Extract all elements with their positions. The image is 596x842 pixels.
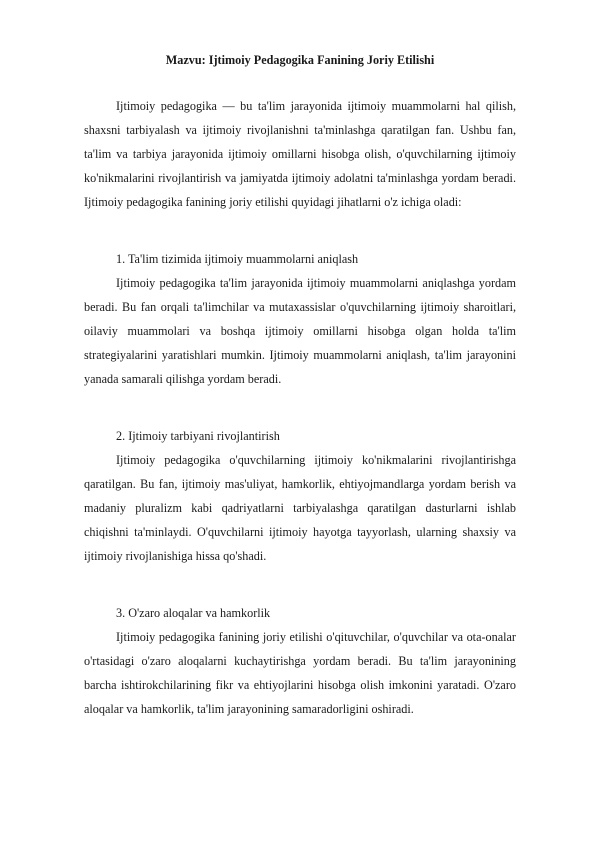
section-1-heading: 1. Ta'lim tizimida ijtimoiy muammolarni aniqlash — [116, 252, 359, 266]
spacer — [84, 214, 516, 247]
spacer — [84, 568, 516, 601]
spacer — [84, 391, 516, 424]
document-title: Mazvu: Ijtimoiy Pedagogika Fanining Joriy Etilishi — [165, 53, 435, 67]
section-1-paragraph: Ijtimoiy pedagogika ta'lim jarayonida ijtimoiy muammolarni aniqlashga yordam beradi. Bu fan orqali ta'limchilar va mutaxassislar o'quvchilarning ijtimoiy sharoitlari, oilaviy muammolari va boshqa ijtimoiy omillarni hisobga olgan holda ta'lim strategiyalarini yaratishlari mumkin. Ijtimoiy muammolarni aniqlash, ta'lim jarayonini yanada samarali qilishga yordam beradi. — [84, 276, 516, 386]
intro-paragraph: Ijtimoiy pedagogika — bu ta'lim jarayonida ijtimoiy muammolarni hal qilish, shaxsni tarbiyalash va ijtimoiy rivojlanishni ta'minlashga qaratilgan fan. Ushbu fan, ta'lim va tarbiya jarayonida ijtimoiy omillarni hisobga olish, o'quvchilarning ijtimoiy ko'nikmalarini rivojlantirish va jamiyatda ijtimoiy adolatni ta'minlashga yordam beradi. Ijtimoiy pedagogika fanining joriy etilishi quyidagi jihatlarni o'z ichiga oladi: — [84, 99, 516, 209]
document-page — [84, 52, 516, 721]
section-3-paragraph: Ijtimoiy pedagogika fanining joriy etilishi o'qituvchilar, o'quvchilar va ota-onalar o'rtasidagi o'zaro aloqalarni kuchaytirishga yordam beradi. Bu ta'lim jarayonining barcha ishtirokchilarining fikr va ehtiyojlarini hisobga olish imkonini yaratadi. O'zaro aloqalar va hamkorlik, ta'lim jarayonining samaradorligini oshiradi. — [84, 630, 516, 716]
section-2-heading: 2. Ijtimoiy tarbiyani rivojlantirish — [116, 429, 280, 443]
section-2-paragraph: Ijtimoiy pedagogika o'quvchilarning ijtimoiy ko'nikmalarini rivojlantirishga qaratilgan. Bu fan, ijtimoiy mas'uliyat, hamkorlik, ehtiyojmandlarga yordam berish va madaniy pluralizm kabi qadriyatlarni tarbiyalashga qaratilgan dasturlarni ishlab chiqishni ta'minlaydi. O'quvchilarni ijtimoiy hayotga tayyorlash, ularning shaxsiy va ijtimoiy rivojlanishiga hissa qo'shadi. — [84, 453, 516, 563]
section-3-heading: 3. O'zaro aloqalar va hamkorlik — [116, 606, 271, 620]
